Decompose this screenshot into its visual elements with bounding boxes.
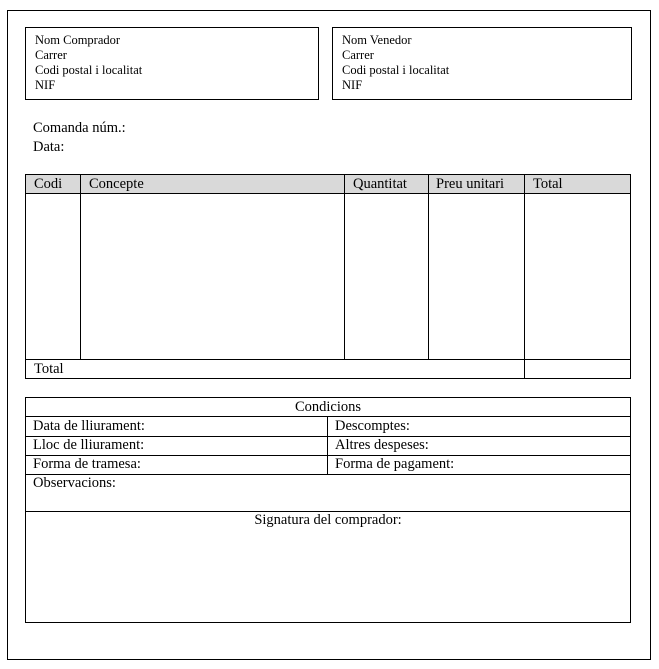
conditions-title: Condicions bbox=[294, 399, 362, 415]
buyer-name: Nom Comprador bbox=[35, 33, 121, 47]
seller-postal: Codi postal i localitat bbox=[342, 63, 450, 77]
buyer-street: Carrer bbox=[35, 48, 67, 62]
column-divider bbox=[80, 175, 81, 360]
conditions-table bbox=[25, 397, 631, 623]
seller-nif: NIF bbox=[342, 78, 363, 92]
buyer-box bbox=[25, 27, 319, 100]
seller-name: Nom Venedor bbox=[342, 33, 412, 47]
buyer-nif: NIF bbox=[35, 78, 56, 92]
column-divider bbox=[524, 360, 525, 379]
signature-label: Signatura del comprador: bbox=[254, 512, 402, 528]
items-total-row bbox=[26, 359, 630, 378]
shipping-method-label: Forma de tramesa: bbox=[33, 456, 141, 472]
conditions-title-row bbox=[26, 398, 630, 417]
delivery-place-label: Lloc de lliurament: bbox=[33, 437, 145, 453]
observations-row bbox=[26, 475, 630, 512]
buyer-postal: Codi postal i localitat bbox=[35, 63, 143, 77]
seller-street: Carrer bbox=[342, 48, 374, 62]
conditions-row bbox=[26, 437, 630, 456]
column-header-quantitat: Quantitat bbox=[353, 176, 407, 192]
signature-row bbox=[26, 512, 630, 622]
column-divider bbox=[344, 175, 345, 360]
column-divider bbox=[524, 175, 525, 360]
order-date-label: Data: bbox=[33, 139, 65, 155]
column-header-total: Total bbox=[533, 176, 563, 192]
seller-box bbox=[332, 27, 632, 100]
payment-method-label: Forma de pagament: bbox=[335, 456, 455, 472]
delivery-date-label: Data de lliurament: bbox=[33, 418, 145, 434]
column-divider bbox=[428, 175, 429, 360]
column-header-codi: Codi bbox=[34, 176, 63, 192]
discounts-label: Descomptes: bbox=[335, 418, 410, 434]
column-divider bbox=[327, 456, 328, 475]
items-table bbox=[25, 174, 631, 379]
conditions-row bbox=[26, 417, 630, 437]
column-divider bbox=[327, 437, 328, 456]
order-number-label: Comanda núm.: bbox=[33, 120, 126, 136]
column-header-concepte: Concepte bbox=[89, 176, 144, 192]
conditions-row bbox=[26, 456, 630, 475]
column-divider bbox=[327, 417, 328, 437]
items-total-label: Total bbox=[34, 361, 64, 377]
column-header-preu-unitari: Preu unitari bbox=[436, 176, 505, 192]
observations-label: Observacions: bbox=[33, 475, 116, 491]
other-expenses-label: Altres despeses: bbox=[335, 437, 429, 453]
